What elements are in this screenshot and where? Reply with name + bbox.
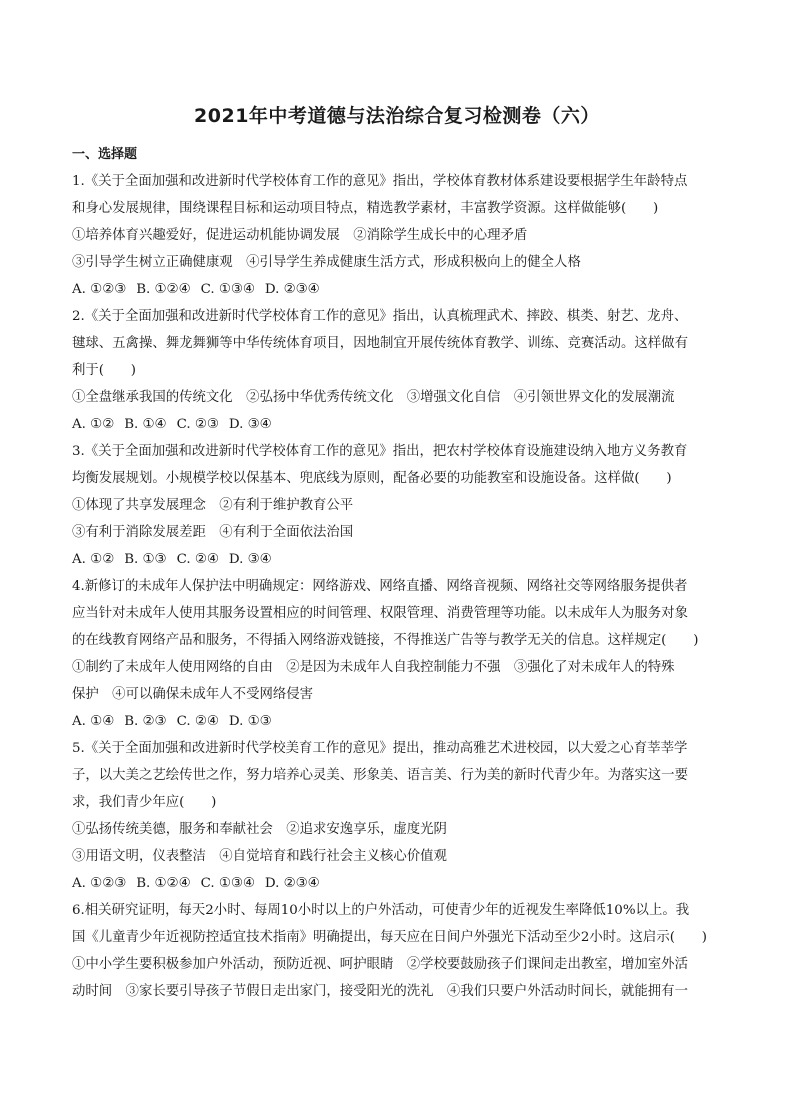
question-stem-line: 均衡发展规划。小规模学校以保基本、兜底线为原则，配备必要的功能教室和设施设备。这样做( ) (72, 471, 672, 486)
answer-choice: D. ①③ (228, 714, 272, 729)
question-stem-line: 和身心发展规律，围绕课程目标和运动项目特点，精选教学素材，丰富教学资源。这样做能够( ) (72, 201, 659, 216)
answer-choice: B. ①②④ (136, 876, 191, 891)
question-stem-line: 的在线教育网络产品和服务，不得插入网络游戏链接，不得推送广告等与教学无关的信息。这样规定( ) (72, 633, 699, 648)
answer-choice: D. ③④ (228, 417, 272, 432)
answer-choices (72, 276, 722, 303)
answer-choice: D. ③④ (228, 552, 272, 567)
answer-choice: A. ①②③ (72, 876, 127, 891)
question-statement-line: ①全盘继承我国的传统文化 ②弘扬中华优秀传统文化 ③增强文化自信 ④引领世界文化的发展潮流 (72, 390, 675, 405)
answer-choice: D. ②③④ (264, 282, 320, 297)
question-statement-line: 动时间 ③家长要引导孩子节假日走出家门，接受阳光的洗礼 ④我们只要户外活动时间长，就能拥有一 (72, 984, 688, 999)
question-stem-line: 子，以大美之艺绘传世之作，努力培养心灵美、形象美、语言美、行为美的新时代青少年。为落实这一要 (72, 768, 688, 783)
answer-choice: A. ①② (72, 552, 115, 567)
question-stem (72, 573, 722, 654)
document-page (72, 102, 722, 1005)
question-stem-line: 6.相关研究证明，每天2小时、每周10小时以上的户外活动，可使青少年的近视发生率降低10%以上。我 (72, 903, 690, 918)
question-statement-line: ③引导学生树立正确健康观 ④引导学生养成健康生活方式，形成积极向上的健全人格 (72, 255, 581, 270)
question-stem-line: 3.《关于全面加强和改进新时代学校体育工作的意见》指出，把农村学校体育设施建设纳入地方义务教育 (72, 444, 688, 459)
question-statement-line: 保护 ④可以确保未成年人不受网络侵害 (72, 687, 314, 702)
question-stem-line: 利于( ) (72, 363, 137, 378)
answer-choices (72, 411, 722, 438)
answer-choice: C. ②④ (176, 552, 219, 567)
question-stem-line: 4.新修订的未成年人保护法中明确规定：网络游戏、网络直播、网络音视频、网络社交等网络服务提供者 (72, 579, 688, 594)
question-stem-line: 应当针对未成年人使用其服务设置相应的时间管理、权限管理、消费管理等功能。以未成年人为服务对象 (72, 606, 688, 621)
answer-choice: B. ①②④ (136, 282, 191, 297)
answer-choice: A. ①② (72, 417, 115, 432)
question-stem-line: 5.《关于全面加强和改进新时代学校美育工作的意见》提出，推动高雅艺术进校园，以大爱之心育莘莘学 (72, 741, 688, 756)
question-statement-line: ①培养体育兴趣爱好，促进运动机能协调发展 ②消除学生成长中的心理矛盾 (72, 228, 528, 243)
question-2 (72, 303, 722, 438)
question-statement-line: ③用语文明，仪表整洁 ④自觉培育和践行社会主义核心价值观 (72, 849, 447, 864)
document-title: 2021年中考道德与法治综合复习检测卷（六） (194, 105, 600, 127)
answer-choice: A. ①④ (72, 714, 115, 729)
question-stem (72, 735, 722, 816)
answer-choices (72, 546, 722, 573)
question-stem-line: 2.《关于全面加强和改进新时代学校体育工作的意见》指出，认真梳理武术、摔跤、棋类、射艺、龙舟、 (72, 309, 688, 324)
question-statement-line: ①体现了共享发展理念 ②有利于维护教育公平 (72, 498, 354, 513)
answer-choice: C. ①③④ (200, 282, 255, 297)
question-stem (72, 303, 722, 384)
answer-choice: A. ①②③ (72, 282, 127, 297)
section-heading: 一、选择题 (72, 147, 138, 162)
answer-choices (72, 708, 722, 735)
question-4 (72, 573, 722, 735)
question-stem-line: 求，我们青少年应( ) (72, 795, 217, 810)
question-stem (72, 438, 722, 492)
question-stem (72, 897, 722, 951)
answer-choice: B. ②③ (124, 714, 167, 729)
answer-choice: C. ②④ (176, 714, 219, 729)
question-stem-line: 1.《关于全面加强和改进新时代学校体育工作的意见》指出，学校体育教材体系建设要根据学生年龄特点 (72, 174, 688, 189)
question-stem-line: 国《儿童青少年近视防控适宜技术指南》明确提出，每天应在日间户外强光下活动至少2小时。这启示( ) (72, 930, 707, 945)
question-3 (72, 438, 722, 573)
question-list (72, 168, 722, 1005)
question-6 (72, 897, 722, 1005)
question-stem (72, 168, 722, 222)
question-stem-line: 毽球、五禽操、舞龙舞狮等中华传统体育项目，因地制宜开展传统体育教学、训练、竞赛活动。这样做有 (72, 336, 688, 351)
answer-choice: C. ②③ (176, 417, 219, 432)
question-statement-line: ③有利于消除发展差距 ④有利于全面依法治国 (72, 525, 354, 540)
answer-choice: B. ①③ (124, 552, 167, 567)
question-statement-line: ①制约了未成年人使用网络的自由 ②是因为未成年人自我控制能力不强 ③强化了对未成年人的特殊 (72, 660, 675, 675)
answer-choice: D. ②③④ (264, 876, 320, 891)
question-statement-line: ①中小学生要积极参加户外活动，预防近视、呵护眼睛 ②学校要鼓励孩子们课间走出教室，增加室外活 (72, 957, 688, 972)
answer-choices (72, 870, 722, 897)
answer-choice: C. ①③④ (200, 876, 255, 891)
question-1 (72, 168, 722, 303)
question-statement-line: ①弘扬传统美德，服务和奉献社会 ②追求安逸享乐，虚度光阴 (72, 822, 447, 837)
question-5 (72, 735, 722, 897)
answer-choice: B. ①④ (124, 417, 167, 432)
